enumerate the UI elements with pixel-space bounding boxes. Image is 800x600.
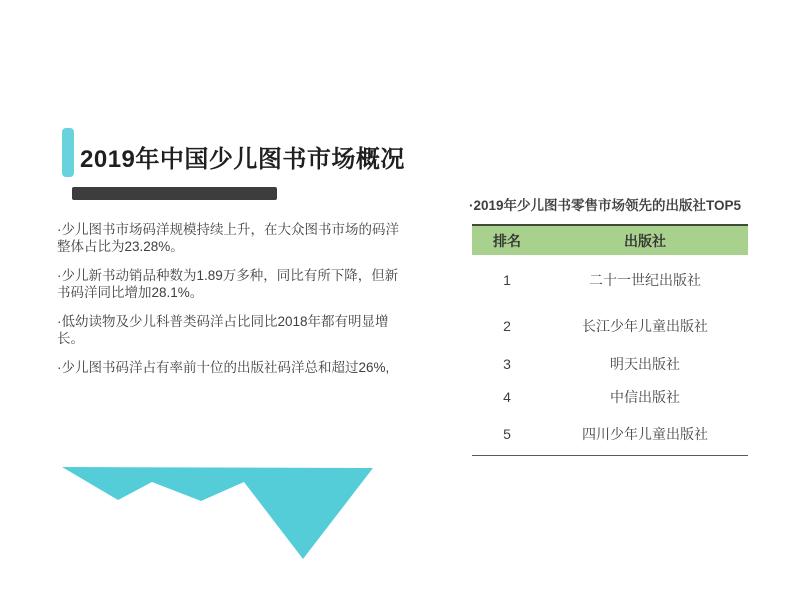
table-row xyxy=(472,304,748,347)
page-title: 2019年中国少儿图书市场概况 xyxy=(80,146,405,173)
rank-cell: 2 xyxy=(503,317,511,334)
rank-cell: 3 xyxy=(503,356,511,372)
rank-cell: 1 xyxy=(503,271,511,288)
rank-column-header: 排名 xyxy=(472,225,542,255)
table-row xyxy=(472,413,748,455)
bullet-paragraph-3: ·低幼读物及少儿科普类码洋占比同比2018年都有明显增长。 xyxy=(57,314,389,346)
publisher-cell: 中信出版社 xyxy=(610,389,680,405)
bullet-paragraph-2: ·少儿新书动销品种数为1.89万多种，同比有所下降，但新书码洋同比增加28.1%。 xyxy=(57,268,399,300)
bullet-paragraph-1: ·少儿图书市场码洋规模持续上升，在大众图书市场的码洋整体占比为23.28%。 xyxy=(57,222,399,254)
bullet-text-block xyxy=(57,222,407,390)
table-row xyxy=(472,255,748,304)
table-row xyxy=(472,381,748,413)
table-row xyxy=(472,347,748,381)
rank-cell: 5 xyxy=(503,425,511,442)
table-header-row xyxy=(472,225,748,255)
bullet-paragraph-4: ·少儿图书码洋占有率前十位的出版社码洋总和超过26%, xyxy=(57,360,390,375)
title-underline-bar xyxy=(72,187,277,200)
publisher-cell: 明天出版社 xyxy=(610,356,680,372)
zigzag-decoration xyxy=(58,462,378,562)
publisher-cell: 二十一世纪出版社 xyxy=(589,271,701,288)
publisher-cell: 四川少年儿童出版社 xyxy=(582,425,708,442)
publisher-column-header: 出版社 xyxy=(542,225,748,255)
title-accent-bar xyxy=(62,128,74,177)
publisher-cell: 长江少年儿童出版社 xyxy=(582,317,708,334)
rank-cell: 4 xyxy=(503,389,511,405)
top5-table xyxy=(472,224,748,456)
top5-heading: ·2019年少儿图书零售市场领先的出版社TOP5 xyxy=(469,198,742,213)
